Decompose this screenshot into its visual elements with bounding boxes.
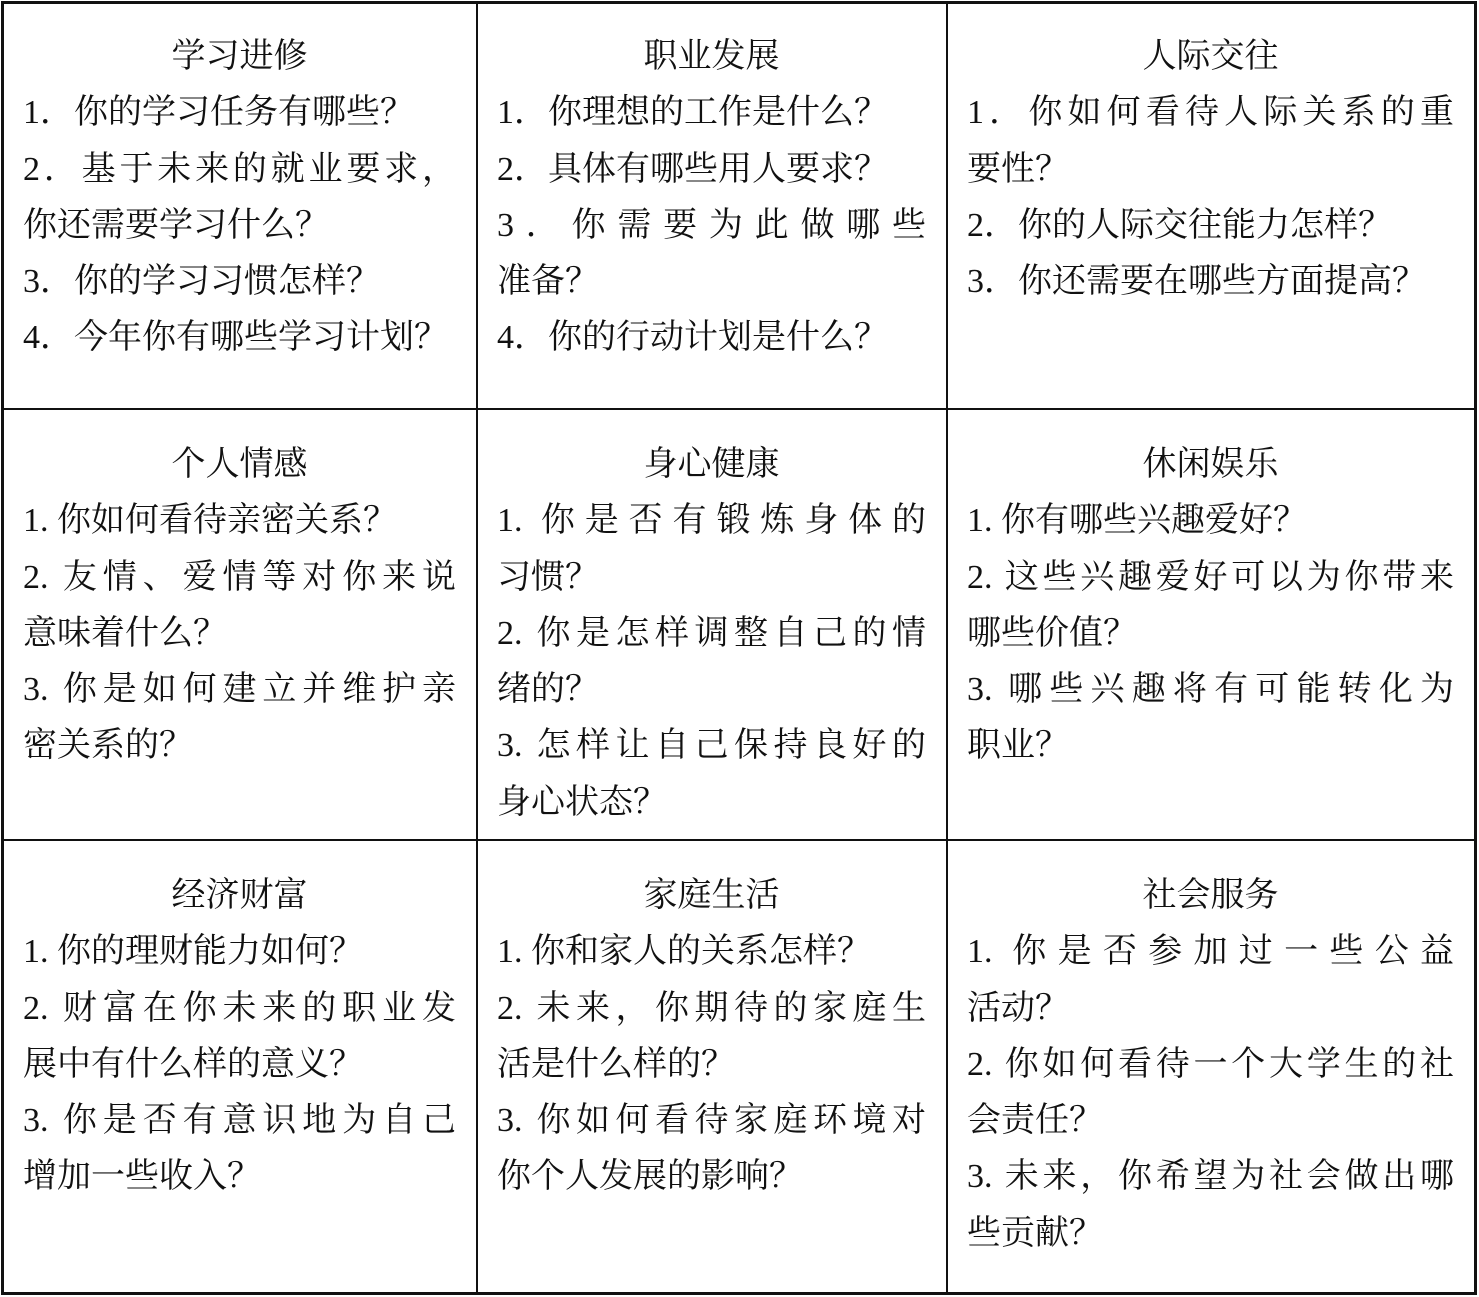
question-line: 1．你如何看待人际关系的重	[967, 94, 1454, 132]
question-item-2	[497, 142, 926, 198]
title-service: 社会服务	[1142, 877, 1279, 914]
question-line: 习惯？	[497, 558, 599, 596]
question-line: 意味着什么？	[23, 614, 227, 652]
question-line: 你个人发展的影响？	[497, 1158, 803, 1196]
question-line: 2. 未来，你期待的家庭生	[497, 989, 926, 1027]
question-line: 2. 这些兴趣爱好可以为你带来	[967, 558, 1454, 596]
question-item-1	[23, 85, 456, 141]
question-line: 3. 怎样让自己保持良好的	[497, 727, 926, 765]
question-line: 3．你的学习习惯怎样？	[23, 263, 380, 301]
question-line: 展中有什么样的意义？	[23, 1045, 363, 1083]
question-item-4	[23, 310, 456, 366]
question-line: 2. 友情、爱情等对你来说	[23, 558, 456, 596]
question-line: 1. 你有哪些兴趣爱好？	[967, 502, 1307, 540]
question-item-3	[23, 1093, 456, 1206]
question-line: 身心状态？	[497, 783, 667, 821]
question-item-1	[967, 85, 1454, 198]
question-item-1	[967, 493, 1454, 549]
question-item-3	[967, 254, 1454, 310]
cell-service	[948, 841, 1474, 1292]
question-line: 些贡献？	[967, 1214, 1103, 1252]
question-line: 准备？	[497, 263, 599, 301]
question-line: 3. 你是如何建立并维护亲	[23, 671, 456, 709]
title-family: 家庭生活	[643, 877, 780, 914]
question-line: 3. 你是否有意识地为自己	[23, 1102, 456, 1140]
cell-emotion	[4, 410, 478, 841]
question-item-1	[497, 924, 926, 980]
question-item-1	[23, 924, 456, 980]
title-finance: 经济财富	[171, 877, 308, 914]
question-line: 1. 你是否参加过一些公益	[967, 933, 1454, 971]
cell-study	[4, 4, 478, 410]
life-planning-table	[1, 1, 1477, 1295]
question-item-4	[497, 310, 926, 366]
question-line: 1．你的学习任务有哪些？	[23, 94, 414, 132]
question-line: 3. 哪些兴趣将有可能转化为	[967, 671, 1454, 709]
question-item-1	[23, 493, 456, 549]
question-item-2	[967, 198, 1454, 254]
title-leisure: 休闲娱乐	[1142, 446, 1279, 483]
question-line: 2．你的人际交往能力怎样？	[967, 206, 1392, 244]
question-line: 职业？	[967, 727, 1069, 765]
question-item-3	[497, 198, 926, 311]
question-item-2	[23, 142, 456, 255]
cell-family	[478, 841, 948, 1292]
question-line: 你还需要学习什么？	[23, 206, 329, 244]
title-health: 身心健康	[643, 446, 780, 483]
question-line: 会责任？	[967, 1102, 1103, 1140]
question-line: 1. 你的理财能力如何？	[23, 933, 363, 971]
question-item-2	[23, 981, 456, 1094]
question-item-2	[967, 1037, 1454, 1150]
question-line: 哪些价值？	[967, 614, 1137, 652]
question-line: 2．基于未来的就业要求，	[23, 150, 456, 188]
question-item-1	[497, 85, 926, 141]
question-line: 绪的？	[497, 671, 599, 709]
question-line: 1. 你是否有锻炼身体的	[497, 502, 926, 540]
question-line: 3．你需要为此做哪些	[497, 206, 926, 244]
question-item-3	[967, 1149, 1454, 1262]
question-line: 4．今年你有哪些学习计划？	[23, 319, 448, 357]
question-item-1	[967, 924, 1454, 1037]
question-item-3	[967, 662, 1454, 775]
question-line: 要性？	[967, 150, 1069, 188]
question-line: 2．具体有哪些用人要求？	[497, 150, 888, 188]
cell-health	[478, 410, 948, 841]
cell-career	[478, 4, 948, 410]
cell-finance	[4, 841, 478, 1292]
cell-social	[948, 4, 1474, 410]
cell-leisure	[948, 410, 1474, 841]
question-item-3	[497, 1093, 926, 1206]
question-item-3	[23, 662, 456, 775]
title-social: 人际交往	[1142, 38, 1279, 75]
question-line: 1. 你如何看待亲密关系？	[23, 502, 397, 540]
title-career: 职业发展	[643, 38, 780, 75]
question-item-1	[497, 493, 926, 606]
question-line: 2. 你是怎样调整自己的情	[497, 614, 926, 652]
question-line: 2. 财富在你未来的职业发	[23, 989, 456, 1027]
question-line: 4．你的行动计划是什么？	[497, 319, 888, 357]
question-item-2	[967, 550, 1454, 663]
question-line: 密关系的？	[23, 727, 193, 765]
question-item-3	[23, 254, 456, 310]
title-study: 学习进修	[171, 38, 308, 75]
question-line: 增加一些收入？	[23, 1158, 261, 1196]
question-item-3	[497, 718, 926, 831]
question-item-2	[497, 981, 926, 1094]
question-line: 活是什么样的？	[497, 1045, 735, 1083]
question-line: 2. 你如何看待一个大学生的社	[967, 1045, 1454, 1083]
question-line: 3．你还需要在哪些方面提高？	[967, 263, 1426, 301]
question-line: 3. 你如何看待家庭环境对	[497, 1102, 926, 1140]
question-item-2	[23, 550, 456, 663]
question-line: 1. 你和家人的关系怎样？	[497, 933, 871, 971]
question-line: 1．你理想的工作是什么？	[497, 94, 888, 132]
question-line: 活动？	[967, 989, 1069, 1027]
question-line: 3. 未来，你希望为社会做出哪	[967, 1158, 1454, 1196]
title-emotion: 个人情感	[171, 446, 308, 483]
question-item-2	[497, 606, 926, 719]
